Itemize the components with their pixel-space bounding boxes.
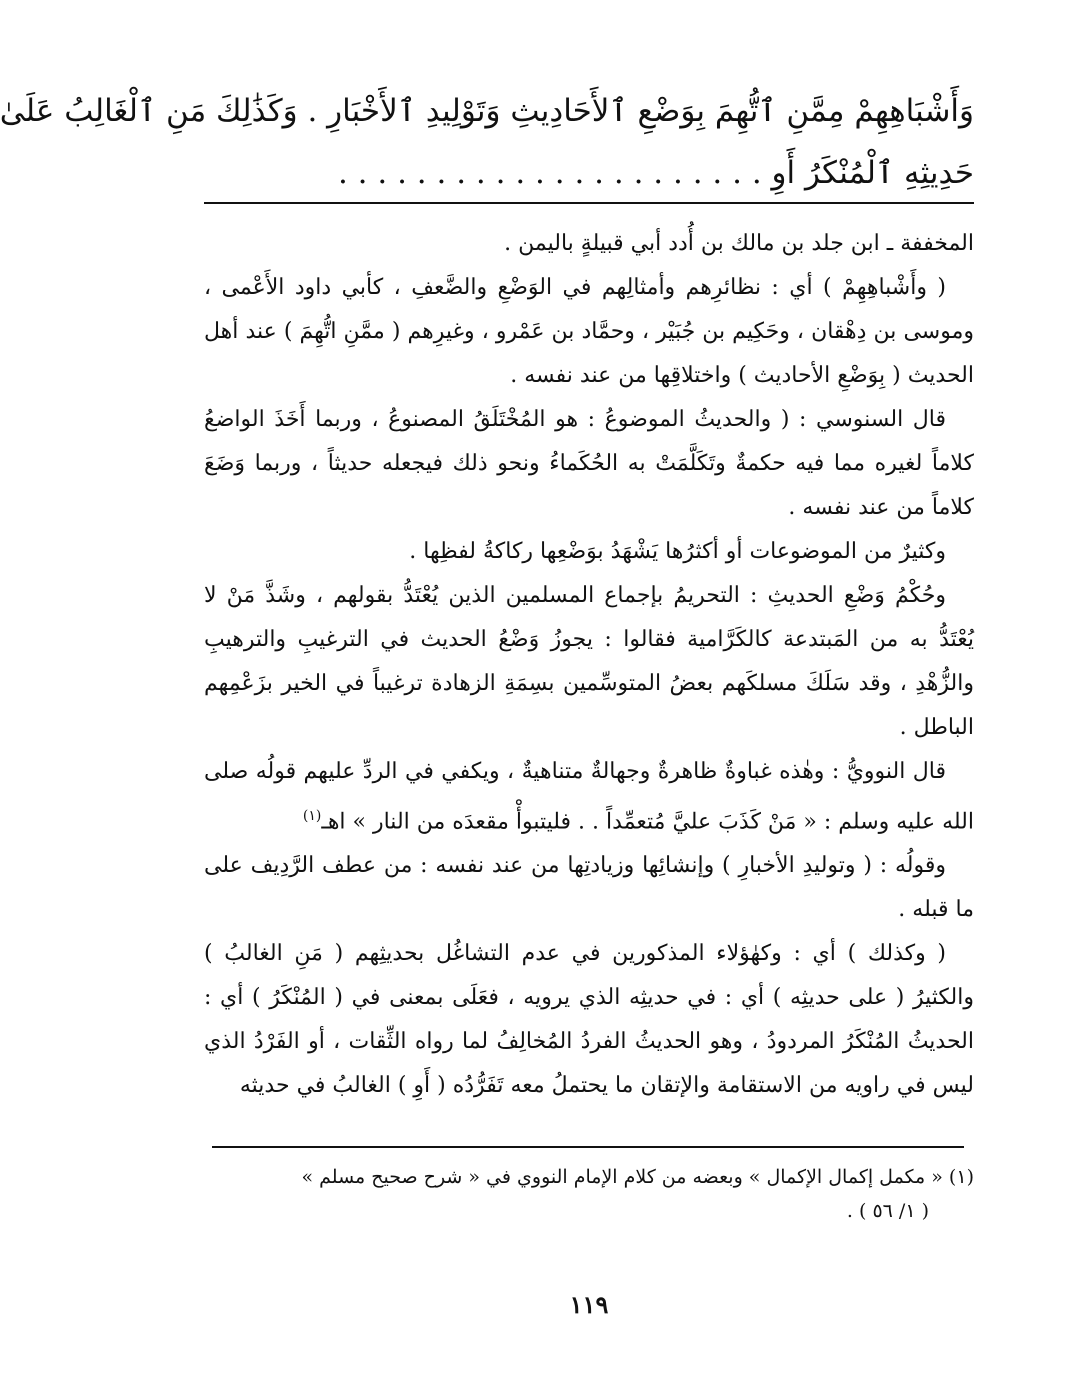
commentary-paragraph-3: قال السنوسي : ( والحديثُ الموضوعُ : هو المُخْتَلَقُ المصنوعُ ، وربما أَخَذَ الواضعُ كلاماً لغيره مما فيه حكمةٌ وتَكَلَّمَتْ به الحُكَماءُ ونحو ذلك فيجعله حديثاً ، وربما وَضَعَ كلاماً من عند نفسه . — [204, 407, 974, 520]
commentary-paragraph-4: وكثيرٌ من الموضوعات أو أكثرُها يَشْهَدُ بوَضْعِها ركاكةُ لفظِها . — [409, 539, 946, 564]
footnote-line-1: (١) « مكمل إكمال الإكمال » وبعضه من كلام الإمام النووي في « شرح صحيح مسلم » — [301, 1166, 974, 1188]
commentary-paragraph-5: وحُكْمُ وَضْعِ الحديثِ : التحريمُ بإجماع المسلمين الذين يُعْتَدُّ بقولهم ، وشَذَّ مَنْ لا يُعْتَدُّ به من المَبتدعة كالكَرَّامية فقالوا : يجوزُ وَضْعُ الحديث في الترغيبِ والترهيبِ والزُّهْدِ ، وقد سَلَكَ مسلكَهم بعضُ المتوسِّمين بسِمَةِ الزهادة ترغيباً في الخير بزَعْمِهم الباطل . — [204, 583, 974, 740]
footnote-divider-rule — [212, 1146, 964, 1148]
footnote-reference: (١) — [302, 808, 322, 824]
commentary-paragraph-1: المخففة ـ ابن جلد بن مالك بن أُدد أبي قبيلةٍ باليمن . — [504, 231, 974, 256]
commentary-paragraph-6 — [204, 750, 974, 844]
matn-divider-rule — [204, 202, 974, 204]
matn-line-2 — [204, 142, 974, 204]
commentary-text — [204, 222, 974, 1108]
matn-line-1: وَأَشْبَاهِهِمْ مِمَّنِ ٱتُّهِمَ بِوَضْعِ ٱلأَحَادِيثِ وَتَوْلِيدِ ٱلأَخْبَارِ . وَكَذَٰلِكَ مَنِ ٱلْغَالِبُ عَلَىٰ — [0, 93, 974, 129]
commentary-paragraph-6-text: قال النوويُّ : وهٰذه غباوةٌ ظاهرةٌ وجهالةٌ متناهيةٌ ، ويكفي في الردِّ عليهم قولُه صلى الله عليه وسلم : « مَنْ كَذَبَ عليَّ مُتعمِّداً . . فليتبوأْ مقعدَه من النار » اهـ — [204, 759, 974, 835]
footnote — [204, 1160, 974, 1228]
matn-line-2-text: حَدِيثِهِ ٱلْمُنْكَرُ أَوِ — [771, 155, 974, 191]
commentary-paragraph-2: ( وأَشْباهِهِمْ ) أي : نظائرِهم وأمثالِهم في الوَضْعِ والضَّعفِ ، كأبي داود الأَعْمى ، وموسى بن دِهْقان ، وحَكِيم بن جُبَيْر ، وحمَّاد بن عَمْرو ، وغيرِهم ( ممَّنِ اتُّهِمَ ) عند أهل الحديث ( بِوَضْعِ الأحاديث ) واختلاقِها من عند نفسه . — [204, 275, 974, 388]
commentary-paragraph-8: ( وكذلك ) أي : وكهٰؤلاء المذكورين في عدم التشاغُل بحديثِهم ( مَنِ الغالبُ ) والكثيرُ ( على حديثِه ) أي : في حديثِه الذي يرويه ، فعَلَى بمعنى في ( المُنْكَرُ ) أي : الحديثُ المُنْكَرُ المردودُ ، وهو الحديثُ الفردُ المُخالِفُ لما رواه الثِّقات ، أو الفَرْدُ الذي ليس في راويه من الاستقامة والإتقان ما يحتملُ معه تَفَرُّدُه ( أَوِ ) الغالبُ في حديثه — [204, 941, 974, 1099]
matn-text — [0, 80, 974, 204]
matn-ellipsis-dots: . . . . . . . . . . . . . . . . . . . . . . — [337, 155, 762, 191]
footnote-line-2: ( ١/ ٥٦ ) . — [846, 1200, 929, 1222]
page-number: ١١٩ — [569, 1290, 609, 1319]
commentary-paragraph-7: وقولُه : ( وتوليدِ الأخبارِ ) وإنشائِها وزيادتِها من عند نفسه : من عطف الرَّدِيف على ما قبله . — [204, 853, 974, 923]
